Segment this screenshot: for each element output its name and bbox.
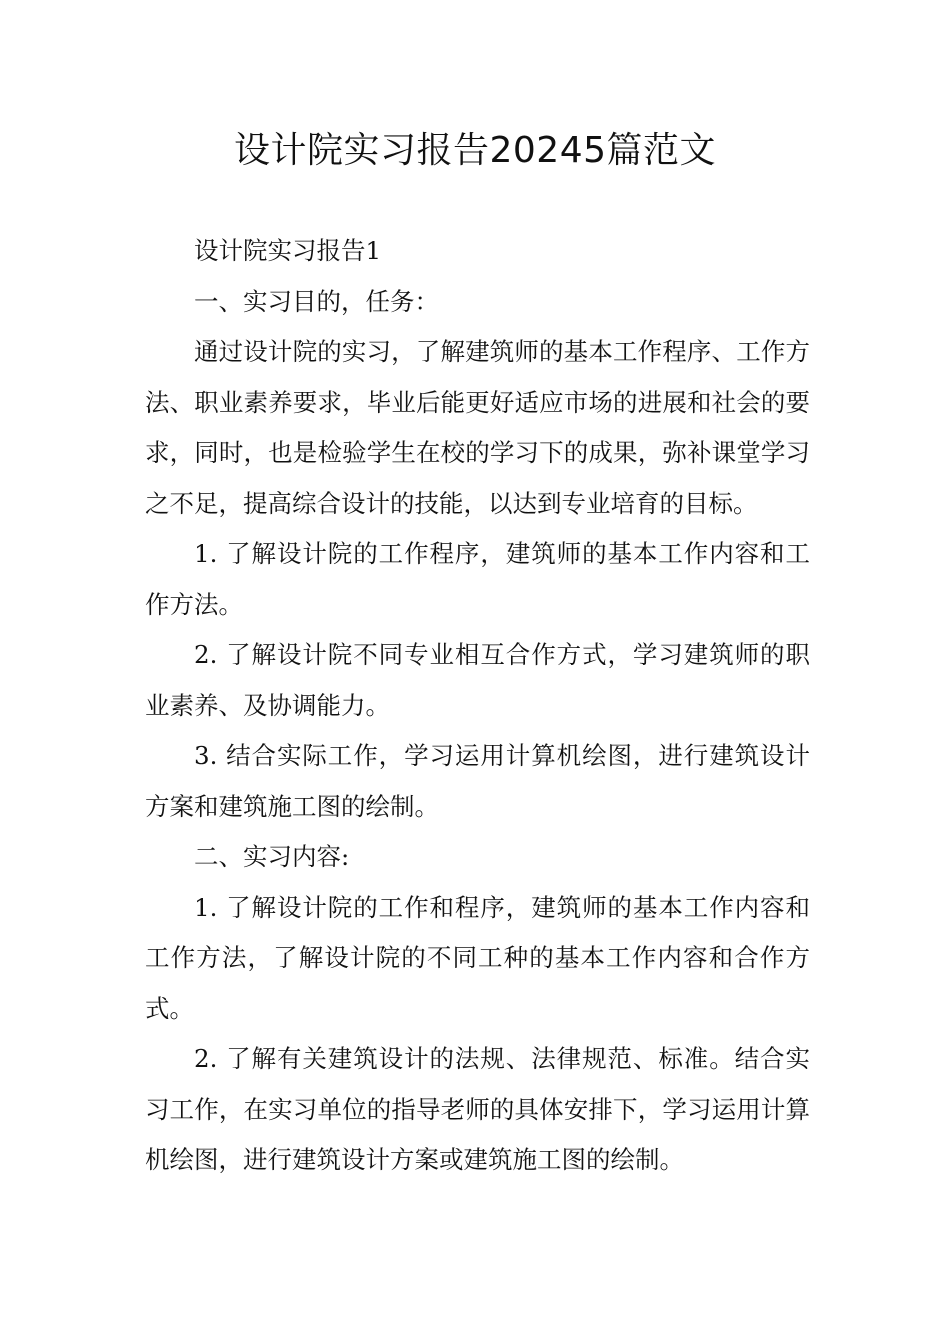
section-heading-content: 二、实习内容:	[194, 842, 350, 871]
report-heading: 设计院实习报告1	[194, 236, 382, 265]
list-item-purpose-1: 1. 了解设计院的工作程序，建筑师的基本工作内容和工作方法。	[145, 539, 810, 619]
document-title: 设计院实习报告20245篇范文	[233, 130, 717, 171]
list-item-purpose-2: 2. 了解设计院不同专业相互合作方式，学习建筑师的职业素养、及协调能力。	[145, 640, 810, 720]
paragraph-purpose-intro: 通过设计院的实习，了解建筑师的基本工作程序、工作方法、职业素养要求，毕业后能更好适应市场的进展和社会的要求，同时，也是检验学生在校的学习下的成果，弥补课堂学习之不足，提高综合设计的技能，以达到专业培育的目标。	[145, 337, 810, 518]
section-heading-purpose: 一、实习目的，任务：	[194, 286, 439, 316]
list-item-content-1: 1. 了解设计院的工作和程序，建筑师的基本工作内容和工作方法，了解设计院的不同工种的基本工作内容和合作方式。	[145, 892, 810, 1023]
list-item-content-2: 2. 了解有关建筑设计的法规、法律规范、标准。结合实习工作，在实习单位的指导老师的具体安排下，学习运用计算机绘图，进行建筑设计方案或建筑施工图的绘制。	[145, 1044, 810, 1174]
document-body	[145, 226, 810, 1186]
list-item-purpose-3: 3. 结合实际工作，学习运用计算机绘图，进行建筑设计方案和建筑施工图的绘制。	[145, 741, 810, 821]
